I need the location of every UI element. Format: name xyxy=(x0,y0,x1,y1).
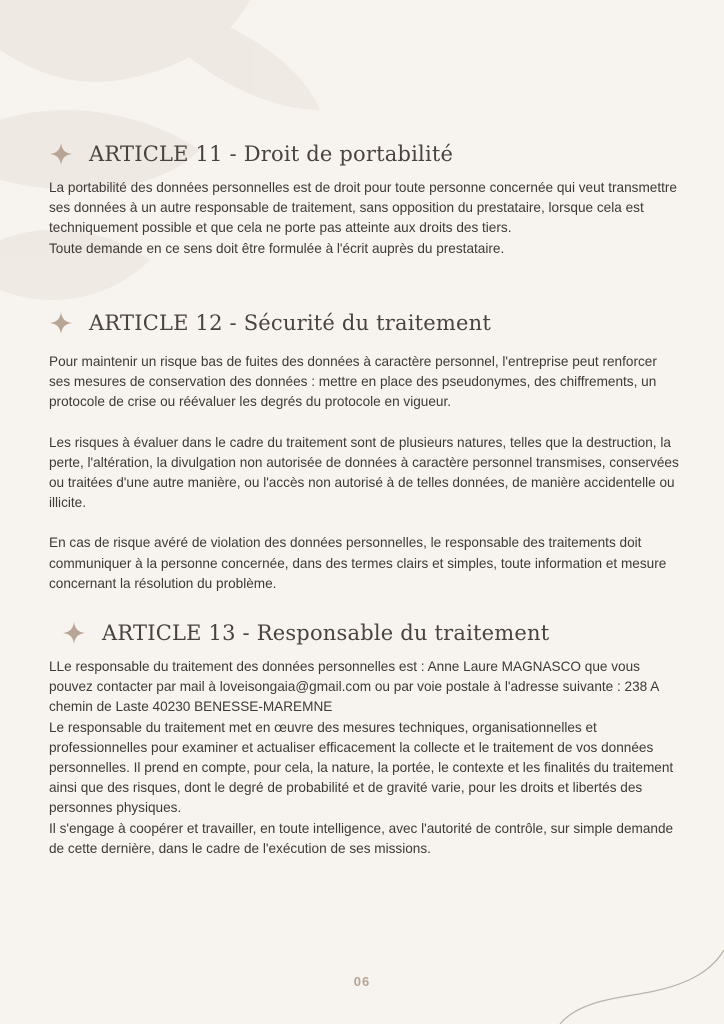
article-12-paragraph-3: En cas de risque avéré de violation des données personnelles, le responsable des traitements doit communiquer à la personne concernée, dans des termes clairs et simples, toute information et mesure concernant la résolution du problème. xyxy=(49,535,667,591)
article-13-heading xyxy=(63,618,549,648)
article-12-paragraph-1: Pour maintenir un risque bas de fuites des données à caractère personnel, l'entreprise peut renforcer ses mesures de conservation des données : mettre en place des pseudonymes, des chiffrements, un protocole de crise ou réévaluer les degrés du protocole en vigueur. xyxy=(49,354,657,410)
article-13-paragraph-1: LLe responsable du traitement des données personnelles est : Anne Laure MAGNASCO que vous pouvez contacter par mail à loveisongaia@gmail.com ou par voie postale à l'adresse suivante : 238 A chemin de Laste 40230 BENESSE-MAREMNE xyxy=(49,659,659,715)
article-13-paragraph-2: Le responsable du traitement met en œuvre des mesures techniques, organisationnelles et professionnelles pour examiner et actualiser efficacement la collecte et le traitement de vos données personnelles. Il prend en compte, pour cela, la nature, la portée, le contexte et les finalités du traitement ainsi que des risques, dont le degré de probabilité et de gravité varie, pour les droits et libertés des personnes physiques. xyxy=(49,719,674,816)
article-12-heading xyxy=(50,308,491,338)
article-11-title: ARTICLE 11 - Droit de portabilité xyxy=(89,142,454,166)
article-11-heading xyxy=(50,139,453,169)
article-13-paragraph-3: Il s'engage à coopérer et travailler, en toute intelligence, avec l'autorité de contrôle, sur simple demande de cette dernière, dans le cadre de l'exécution de ses missions. xyxy=(49,820,674,856)
four-point-star-icon xyxy=(63,622,85,644)
article-12-title: ARTICLE 12 - Sécurité du traitement xyxy=(89,311,492,335)
article-13-body xyxy=(49,657,679,859)
article-12-paragraph-2: Les risques à évaluer dans le cadre du traitement sont de plusieurs natures, telles que la destruction, la perte, l'altération, la divulgation non autorisée de données à caractère personnel transmises, conservées ou traitées d'une autre manière, ou l'accès non autorisé à de telles données, de manière accidentelle ou illicite. xyxy=(49,434,679,511)
article-11-paragraph-1: La portabilité des données personnelles est de droit pour toute personne concernée qui veut transmettre ses données à un autre responsable de traitement, sans opposition du prestataire, lorsque cela est techniquement possible et que cela ne porte pas atteinte aux droits des tiers. xyxy=(49,180,677,236)
four-point-star-icon xyxy=(50,143,72,165)
article-11-paragraph-2: Toute demande en ce sens doit être formulée à l'écrit auprès du prestataire. xyxy=(49,240,505,256)
article-13-title: ARTICLE 13 - Responsable du traitement xyxy=(102,621,550,645)
article-12-body xyxy=(49,352,679,594)
article-11-body xyxy=(49,178,679,259)
four-point-star-icon xyxy=(50,312,72,334)
page-number: 06 xyxy=(353,974,371,989)
